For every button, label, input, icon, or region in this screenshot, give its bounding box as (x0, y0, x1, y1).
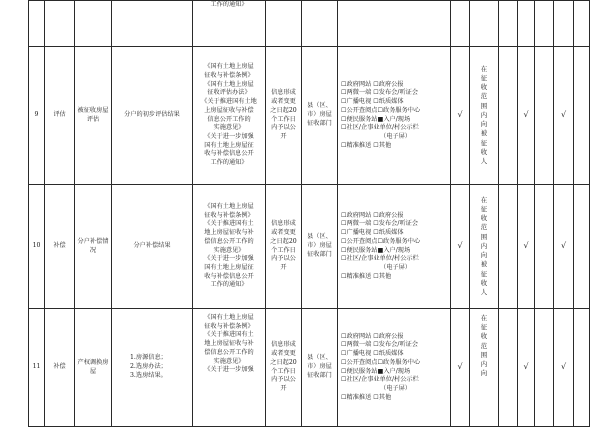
basis-line: 地上房屋征收与补 (204, 340, 254, 348)
basis-line: 国有土地上房屋征 (204, 263, 254, 271)
mark-cell: √ (554, 185, 574, 309)
time-limit-line: 或者变更 (271, 229, 296, 237)
scope-char: 向 (480, 251, 488, 260)
basis-line: 征收与补偿条例》 (204, 211, 254, 219)
scope-char: 征 (480, 138, 488, 147)
basis-line: 上房屋征收与补偿 (204, 106, 254, 114)
time-limit-line: 开 (280, 384, 287, 392)
scope-char: 收 (480, 83, 488, 92)
scope-char: 向 (480, 369, 488, 378)
media-line: ☐两微一端 ☐发布会/听证会 (341, 89, 419, 97)
scope-char: 在 (480, 314, 488, 322)
basis-line: 国有土地上房屋征 (204, 141, 254, 149)
time-limit-line: 信息形成 (271, 89, 296, 97)
mark-cell (574, 47, 590, 185)
media-line: ☐广播电视 ☐纸质媒体 (341, 350, 404, 358)
time-limit-line: 个工作日 (271, 115, 296, 123)
index-cell: 11 (29, 309, 45, 427)
basis-line: 偿信息公开工作的 (204, 237, 254, 245)
table-row (29, 185, 590, 309)
scope-char: 征 (480, 269, 488, 278)
scope-char: 内 (480, 241, 488, 250)
content-cell: 分户补偿结果 (112, 185, 193, 309)
basis-line: 《关于推进国有土地 (201, 98, 257, 106)
mark-cell (574, 1, 590, 47)
scope-char: 征 (480, 205, 488, 214)
category-cell: 评估 (45, 47, 75, 185)
time-limit-cell (266, 185, 302, 309)
mark-cell (535, 309, 554, 427)
department-line: 征收部门 (307, 250, 332, 258)
time-limit-line: 个工作日 (271, 246, 296, 254)
basis-line: 征收与补偿条例》 (204, 322, 254, 330)
content-cell (112, 1, 193, 47)
media-line: ☐社区/企事业单位/村公示栏 (341, 124, 419, 132)
department-cell (302, 185, 338, 309)
basis-line: 收与补偿信息公开 (204, 272, 254, 280)
media-line: ☐两微一端 ☐发布会/听证会 (341, 220, 419, 228)
scope-char: 内 (480, 110, 488, 119)
mark-cell: √ (451, 309, 470, 427)
department-line: 市）房屋 (307, 111, 332, 119)
basis-cell (193, 309, 266, 427)
time-limit-line: 信息形成 (271, 341, 296, 349)
basis-line: 地上房屋征收与补 (204, 229, 254, 237)
time-limit-line: 或者变更 (271, 350, 296, 358)
scope-cell (470, 1, 499, 47)
basis-cell (193, 47, 266, 185)
media-line: ☐公开查阅点☐政务服务中心 (341, 237, 421, 245)
basis-line: 《关于推进国有土 (204, 331, 254, 339)
scope-char: 范 (480, 341, 488, 350)
media-line: ☐便民服务站■入户/现场 (341, 246, 411, 254)
mark-cell (499, 309, 518, 427)
mark-cell: √ (451, 47, 470, 185)
department-cell (302, 47, 338, 185)
mark-cell: √ (518, 185, 535, 309)
scope-char: 人 (480, 156, 488, 165)
time-limit-line: 之日起20 (270, 106, 297, 114)
basis-line: 偿信息公开工作的 (204, 348, 254, 356)
basis-line: 实施意见》 (213, 357, 245, 365)
media-line: ☐便民服务站■入户/现场 (341, 115, 411, 123)
time-limit-line: 或者变更 (271, 98, 296, 106)
basis-line: 《国有土地上房屋 (204, 80, 254, 88)
basis-line: 工作的通知》 (210, 159, 248, 167)
media-cell (338, 47, 451, 185)
mark-cell (535, 185, 554, 309)
content-line: 3.选房结果。 (130, 371, 167, 379)
scope-char: 收 (480, 278, 488, 287)
time-limit-line: 内予以公 (271, 376, 296, 384)
category-cell: 补偿 (45, 185, 75, 309)
time-limit-line: 信息形成 (271, 220, 296, 228)
media-line: ☐广播电视 ☐纸质媒体 (341, 229, 404, 237)
media-line: ☐精准推送 ☐其他 (341, 393, 392, 401)
category-cell: 补偿 (45, 309, 75, 427)
media-line: （电子屏） (380, 132, 411, 140)
scope-char: 收 (480, 147, 488, 156)
media-line: ☐便民服务站■入户/现场 (341, 367, 411, 375)
mark-cell: √ (518, 47, 535, 185)
mark-cell: √ (518, 309, 535, 427)
media-line: ☐社区/企事业单位/村公示栏 (341, 255, 419, 263)
basis-line: 《国有土地上房屋 (204, 63, 254, 71)
table-row (29, 47, 590, 185)
basis-line: 《国有土地上房屋 (204, 202, 254, 210)
time-limit-cell (266, 309, 302, 427)
department-line: 市）房屋 (307, 242, 332, 250)
department-line: 市）房屋 (307, 363, 332, 371)
scope-char: 内 (480, 360, 488, 369)
media-line: ☐政府网站 ☐政府公报 (341, 80, 404, 88)
scope-char: 在 (480, 195, 488, 204)
content-cell (112, 309, 193, 427)
department-cell (302, 309, 338, 427)
basis-line: 征收评估办法》 (207, 89, 251, 97)
mark-cell (574, 309, 590, 427)
time-limit-line: 内予以公 (271, 124, 296, 132)
item-cell: 产权调换房屋 (75, 309, 112, 427)
time-limit-cell (266, 1, 302, 47)
scope-char: 围 (480, 350, 488, 359)
item-cell: 被征收房屋评估 (75, 47, 112, 185)
basis-cell (193, 185, 266, 309)
item-cell (75, 1, 112, 47)
basis-line: 实施意见》 (213, 246, 245, 254)
content-cell: 分户的初步评估结果 (112, 47, 193, 185)
department-line: 县（区、 (307, 102, 332, 110)
time-limit-line: 个工作日 (271, 367, 296, 375)
department-line: 县（区、 (307, 233, 332, 241)
media-line: ☐广播电视 ☐纸质媒体 (341, 98, 404, 106)
index-cell (29, 1, 45, 47)
mark-cell (535, 47, 554, 185)
mark-cell: √ (451, 185, 470, 309)
media-cell (338, 1, 451, 47)
media-line: ☐两微一端 ☐发布会/听证会 (341, 341, 419, 349)
basis-line: 《关于进一步加强 (204, 366, 254, 374)
department-cell (302, 1, 338, 47)
basis-line: 征收与补偿条例》 (204, 71, 254, 79)
table-row (29, 309, 590, 427)
basis-cell (193, 1, 266, 47)
department-line: 征收部门 (307, 371, 332, 379)
time-limit-line: 内予以公 (271, 255, 296, 263)
scope-char: 征 (480, 74, 488, 83)
time-limit-line: 开 (280, 263, 287, 271)
scope-char: 围 (480, 101, 488, 110)
media-line: （电子屏） (380, 384, 411, 392)
scope-char: 范 (480, 223, 488, 232)
scope-cell (470, 309, 499, 427)
scope-char: 范 (480, 92, 488, 101)
time-limit-line: 之日起20 (270, 358, 297, 366)
department-line: 县（区、 (307, 354, 332, 362)
scope-char: 收 (480, 214, 488, 223)
index-cell: 10 (29, 185, 45, 309)
media-line: ☐公开查阅点☐政务服务中心 (341, 106, 421, 114)
mark-cell (574, 185, 590, 309)
content-line: 1.房源信息； (130, 354, 167, 362)
basis-line: 收与补偿信息公开 (204, 150, 254, 158)
basis-line: 工作的通知》 (210, 1, 248, 8)
scope-char: 征 (480, 323, 488, 332)
time-limit-cell (266, 47, 302, 185)
basis-line: 信息公开工作的 (207, 115, 251, 123)
disclosure-table (28, 0, 590, 427)
basis-line: 《关于进一步加强 (204, 255, 254, 263)
time-limit-line: 之日起20 (270, 237, 297, 245)
scope-char: 在 (480, 64, 488, 73)
media-line: ☐精准推送 ☐其他 (341, 272, 392, 280)
media-line: ☐政府网站 ☐政府公报 (341, 332, 404, 340)
mark-cell (554, 1, 574, 47)
mark-cell (451, 1, 470, 47)
mark-cell (499, 47, 518, 185)
mark-cell (535, 1, 554, 47)
scope-char: 被 (480, 260, 488, 269)
scope-char: 收 (480, 332, 488, 341)
media-line: （电子屏） (380, 263, 411, 271)
scope-cell (470, 47, 499, 185)
index-cell: 9 (29, 47, 45, 185)
department-line: 征收部门 (307, 119, 332, 127)
scope-char: 向 (480, 120, 488, 129)
basis-line: 工作的通知》 (210, 281, 248, 289)
table-row-continuation (29, 1, 590, 47)
mark-cell (499, 1, 518, 47)
scope-char: 围 (480, 232, 488, 241)
media-line: ☐政府网站 ☐政府公报 (341, 211, 404, 219)
media-line: ☐公开查阅点☐政务服务中心 (341, 358, 421, 366)
basis-line: 实施意见》 (213, 124, 245, 132)
scope-char: 人 (480, 287, 488, 296)
scope-char: 被 (480, 129, 488, 138)
media-line: ☐精准推送 ☐其他 (341, 141, 392, 149)
time-limit-line: 开 (280, 132, 287, 140)
media-cell (338, 185, 451, 309)
media-cell (338, 309, 451, 427)
mark-cell (518, 1, 535, 47)
media-line: ☐社区/企事业单位/村公示栏 (341, 376, 419, 384)
item-cell: 分户补偿情况 (75, 185, 112, 309)
mark-cell (499, 185, 518, 309)
basis-line: 《国有土地上房屋 (204, 314, 254, 321)
mark-cell: √ (554, 309, 574, 427)
basis-line: 《关于推进国有土 (204, 220, 254, 228)
basis-line: 《关于进一步加强 (204, 132, 254, 140)
scope-cell (470, 185, 499, 309)
mark-cell: √ (554, 47, 574, 185)
category-cell (45, 1, 75, 47)
content-line: 2.选房办法； (130, 363, 167, 371)
